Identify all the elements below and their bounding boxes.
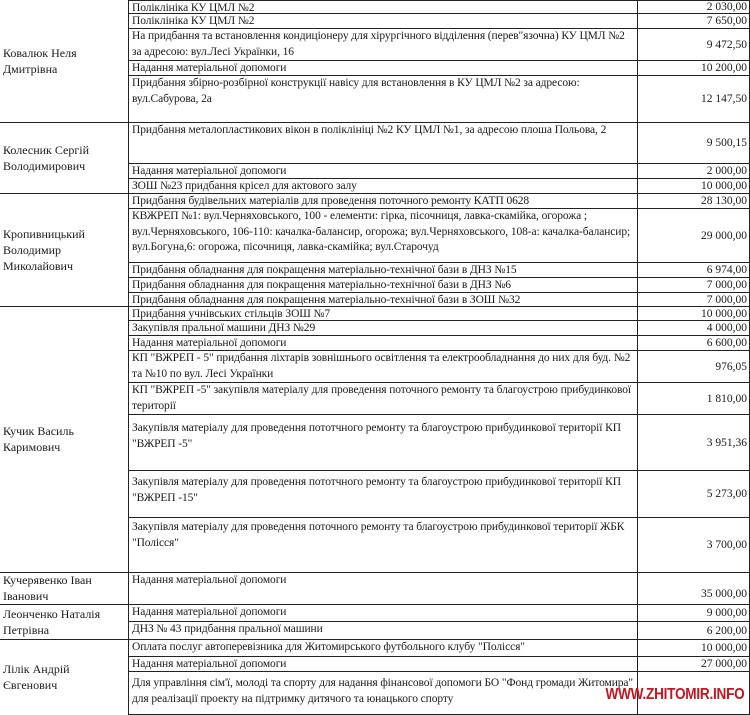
row-description: Для управління сім'ї, молоді та спорту для надання фінансової допомоги БО "Фонд громади Житомира" для реалізації проекту на підтримку дитячого та юнацького спорту bbox=[128, 672, 638, 714]
row-amount: 5 273,00 bbox=[638, 471, 750, 517]
row-amount: 3 951,36 bbox=[638, 415, 750, 470]
deputy-name: Колесник Сергій Володимирович bbox=[3, 142, 90, 173]
row-description: Придбання збірно-розбірної конструкції навісу для встановлення в КУ ЦМЛ №2 за адресою: вул.Сабурова, 2а bbox=[128, 76, 638, 122]
row-amount: 10 000,00 bbox=[638, 307, 750, 320]
table-row bbox=[128, 75, 750, 123]
row-description: Поліклініка КУ ЦМЛ №2 bbox=[128, 14, 638, 28]
table-row bbox=[128, 517, 750, 573]
row-amount: 3 700,00 bbox=[638, 518, 750, 572]
row-amount: 10 000,00 bbox=[638, 640, 750, 656]
deputy-name: Леонченко Наталія Петрівна bbox=[3, 606, 101, 637]
deputy-name: Кучерявенко Іван Іванович bbox=[3, 573, 92, 603]
table-row bbox=[128, 639, 750, 657]
row-description: Закупівля пральної машини ДНЗ №29 bbox=[128, 321, 638, 335]
table-row bbox=[128, 178, 750, 194]
row-description: Надання матеріальної допомоги bbox=[128, 164, 638, 178]
row-amount: 29 000,00 bbox=[638, 209, 750, 262]
row-amount: 10 000,00 bbox=[638, 179, 750, 193]
row-amount: 7 650,00 bbox=[638, 14, 750, 28]
table-row bbox=[128, 122, 750, 164]
row-amount: 9 000,00 bbox=[638, 605, 750, 621]
row-description: Придбання обладнання для покращення матеріально-технічної бази в ДНЗ №6 bbox=[128, 278, 638, 292]
table-row bbox=[128, 0, 750, 14]
table-row bbox=[128, 193, 750, 209]
row-amount: 2 030,00 bbox=[638, 1, 750, 13]
row-description: Придбання учнівських стільців ЗОШ №7 bbox=[128, 307, 638, 320]
row-amount: 976,05 bbox=[638, 351, 750, 382]
row-amount: 6 974,00 bbox=[638, 263, 750, 277]
row-description: Придбання металопластикових вікон в поліклініці №2 КУ ЦМЛ №1, за адресою плоша Польова, 2 bbox=[128, 123, 638, 163]
row-description: КП "ВЖРЕП - 5" придбання ліхтарів зовнішнього освітлення та електрообладнання до них для буд. №2 та №10 по вул. Лесі Українки bbox=[128, 351, 638, 382]
row-description: Придбання обладнання для покращення матеріально-технічної бази в ЗОШ №32 bbox=[128, 293, 638, 306]
row-amount: 9 472,50 bbox=[638, 29, 750, 60]
row-amount: 12 147,50 bbox=[638, 76, 750, 122]
table-row bbox=[128, 350, 750, 383]
row-amount: 10 200,00 bbox=[638, 61, 750, 75]
deputy-name: Кучик Василь Каримович bbox=[3, 424, 74, 454]
table-row bbox=[128, 306, 750, 321]
row-amount: 9 500,15 bbox=[638, 123, 750, 163]
table-row bbox=[128, 60, 750, 76]
table-row bbox=[128, 656, 750, 672]
table-row bbox=[128, 320, 750, 336]
row-description: Закупівля матеріалу для проведення поточного ремонту та благоустрою прибудинкової території ЖБК "Полісся" bbox=[128, 518, 638, 572]
row-amount: 35 000,00 bbox=[638, 573, 750, 604]
row-description: Закупівля матеріалу для проведення пототчного ремонту та благоустрою прибудинкової території КП "ВЖРЕП -15" bbox=[128, 471, 638, 517]
row-description: Надання матеріальної допомоги bbox=[128, 61, 638, 75]
row-amount: 28 130,00 bbox=[638, 194, 750, 208]
row-description: Надання матеріальної допомоги bbox=[128, 336, 638, 350]
row-amount: 2 000,00 bbox=[638, 164, 750, 178]
row-description: На придбання та встановлення кондиціонеру для хірургічного відділення (перев"язочна) КУ ЦМЛ №2 за адресою: вул.Лесі Українки, 16 bbox=[128, 29, 638, 60]
table-row bbox=[128, 292, 750, 307]
table-row bbox=[128, 382, 750, 415]
row-amount: 1 810,00 bbox=[638, 383, 750, 414]
table-row bbox=[128, 163, 750, 179]
row-amount: 7 000,00 bbox=[638, 293, 750, 306]
watermark-logo: WWW.ZHITOMIR.INFO bbox=[605, 686, 744, 703]
row-description: Надання матеріальної допомоги bbox=[128, 657, 638, 671]
row-amount: 6 200,00 bbox=[638, 622, 750, 639]
row-amount: 7 000,00 bbox=[638, 278, 750, 292]
row-description: Придбання будівельних матеріалів для проведення поточного ремонту КАТП 0628 bbox=[128, 194, 638, 208]
row-description: Надання матеріальної допомоги bbox=[128, 605, 638, 621]
row-description: Поліклініка КУ ЦМЛ №2 bbox=[128, 1, 638, 13]
table-row bbox=[128, 604, 750, 622]
table-row bbox=[128, 621, 750, 640]
row-description: Надання матеріальної допомоги bbox=[128, 573, 638, 604]
table-row bbox=[128, 208, 750, 263]
row-description: Придбання обладнання для покращення матеріально-технічної бази в ДНЗ №15 bbox=[128, 263, 638, 277]
table-row bbox=[128, 572, 750, 605]
row-description: Закупівля матеріалу для проведення пототчного ремонту та благоустрою прибудинкової території КП "ВЖРЕП -5" bbox=[128, 415, 638, 470]
table-row bbox=[128, 262, 750, 278]
deputy-name: Кропивницький Володимир Миколайович bbox=[3, 226, 85, 273]
table-row bbox=[128, 13, 750, 29]
row-amount: 27 000,00 bbox=[638, 657, 750, 671]
row-description: КВЖРЕП №1: вул.Черняховського, 100 - елементи: гірка, пісочниця, лавка-скамійка, огорожа ; вул.Черняховського, 106-110: качалка-балансир, огорожа; вул.Черняховського, 108-а: качалка-балансир; вул.Богуна,6: огорожа, пісочниця, лавка-скамійка; вул.Старочуд bbox=[128, 209, 638, 262]
deputy-name: Лілік Андрій Євгенович bbox=[3, 661, 70, 692]
row-amount: 4 000,00 bbox=[638, 321, 750, 335]
table-row bbox=[128, 277, 750, 293]
row-amount: 6 600,00 bbox=[638, 336, 750, 350]
row-description: Оплата послуг автоперевізника для Житомирського футбольного клубу "Полісся" bbox=[128, 640, 638, 656]
table-row bbox=[128, 28, 750, 61]
table-row bbox=[128, 470, 750, 518]
row-description: ЗОШ №23 придбання крісел для актового залу bbox=[128, 179, 638, 193]
row-description: КП "ВЖРЕП -5" закупівля матеріалу для проведення поточного ремонту та благоустрою прибудинкової території bbox=[128, 383, 638, 414]
row-description: ДНЗ № 43 придбання пральної машини bbox=[128, 622, 638, 639]
table-row bbox=[128, 414, 750, 471]
deputy-name: Ковалюк Неля Дмитрівна bbox=[3, 46, 77, 76]
table-row bbox=[128, 335, 750, 351]
